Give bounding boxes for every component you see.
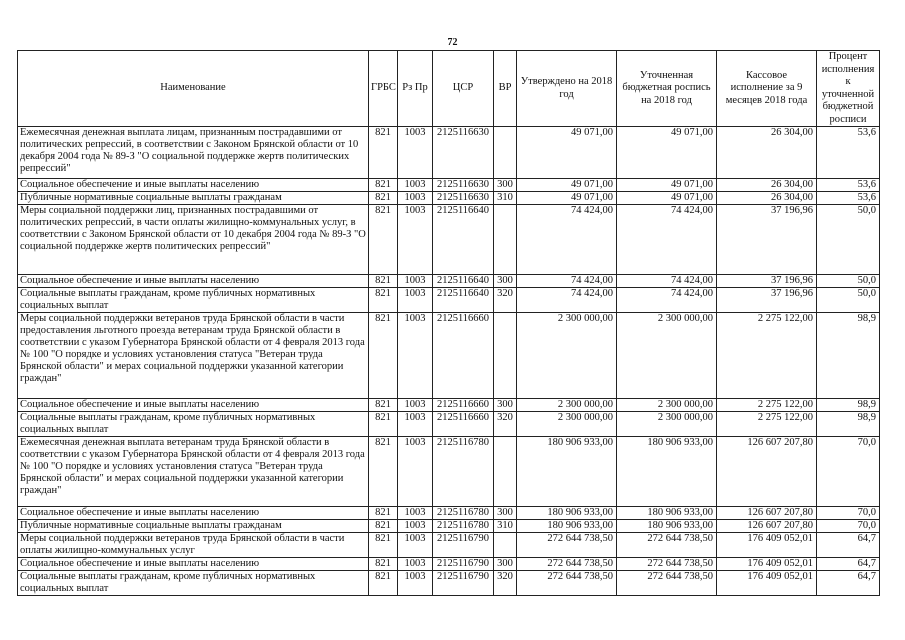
rzpr-cell: 1003 [398, 179, 433, 192]
approved-cell: 74 424,00 [517, 275, 617, 288]
percent-cell: 50,0 [817, 288, 880, 313]
table-row [18, 399, 880, 412]
refined-cell: 180 906 933,00 [617, 520, 717, 533]
executed-cell: 26 304,00 [717, 192, 817, 205]
vr-cell [494, 127, 517, 179]
percent-cell: 70,0 [817, 437, 880, 507]
table-row [18, 437, 880, 507]
refined-cell: 272 644 738,50 [617, 558, 717, 571]
executed-cell: 37 196,96 [717, 288, 817, 313]
rzpr-cell: 1003 [398, 533, 433, 558]
grbs-cell: 821 [369, 507, 398, 520]
budget-table [17, 50, 880, 596]
row-name-cell: Социальное обеспечение и иные выплаты населению [18, 399, 369, 412]
row-name-cell: Социальные выплаты гражданам, кроме публичных нормативных социальных выплат [18, 288, 369, 313]
grbs-cell: 821 [369, 313, 398, 399]
approved-cell: 2 300 000,00 [517, 399, 617, 412]
table-row [18, 179, 880, 192]
vr-cell: 310 [494, 192, 517, 205]
rzpr-cell: 1003 [398, 558, 433, 571]
column-header-refined: Уточненная бюджетная роспись на 2018 год [617, 51, 717, 127]
percent-cell: 50,0 [817, 205, 880, 275]
table-row [18, 520, 880, 533]
rzpr-cell: 1003 [398, 437, 433, 507]
column-header-percent: Процент исполнения к уточненной бюджетной росписи [817, 51, 880, 127]
approved-cell: 2 300 000,00 [517, 412, 617, 437]
approved-cell: 272 644 738,50 [517, 571, 617, 596]
row-name-cell: Социальные выплаты гражданам, кроме публичных нормативных социальных выплат [18, 412, 369, 437]
csr-cell: 2125116790 [433, 571, 494, 596]
approved-cell: 74 424,00 [517, 288, 617, 313]
refined-cell: 74 424,00 [617, 275, 717, 288]
executed-cell: 37 196,96 [717, 275, 817, 288]
percent-cell: 64,7 [817, 558, 880, 571]
approved-cell: 180 906 933,00 [517, 437, 617, 507]
vr-cell [494, 533, 517, 558]
approved-cell: 272 644 738,50 [517, 533, 617, 558]
csr-cell: 2125116630 [433, 127, 494, 179]
vr-cell: 300 [494, 558, 517, 571]
row-name-cell: Социальные выплаты гражданам, кроме публичных нормативных социальных выплат [18, 571, 369, 596]
refined-cell: 2 300 000,00 [617, 399, 717, 412]
executed-cell: 176 409 052,01 [717, 571, 817, 596]
rzpr-cell: 1003 [398, 507, 433, 520]
rzpr-cell: 1003 [398, 313, 433, 399]
csr-cell: 2125116660 [433, 313, 494, 399]
column-header-executed: Кассовое исполнение за 9 месяцев 2018 года [717, 51, 817, 127]
column-header-name: Наименование [18, 51, 369, 127]
approved-cell: 272 644 738,50 [517, 558, 617, 571]
executed-cell: 126 607 207,80 [717, 437, 817, 507]
grbs-cell: 821 [369, 179, 398, 192]
csr-cell: 2125116780 [433, 520, 494, 533]
grbs-cell: 821 [369, 192, 398, 205]
column-header-rzpr: Рз Пр [398, 51, 433, 127]
vr-cell: 310 [494, 520, 517, 533]
table-row [18, 571, 880, 596]
csr-cell: 2125116630 [433, 192, 494, 205]
row-name-cell: Социальное обеспечение и иные выплаты населению [18, 507, 369, 520]
csr-cell: 2125116660 [433, 399, 494, 412]
vr-cell: 320 [494, 288, 517, 313]
rzpr-cell: 1003 [398, 288, 433, 313]
percent-cell: 98,9 [817, 399, 880, 412]
approved-cell: 49 071,00 [517, 179, 617, 192]
percent-cell: 53,6 [817, 127, 880, 179]
grbs-cell: 821 [369, 558, 398, 571]
column-header-csr: ЦСР [433, 51, 494, 127]
approved-cell: 49 071,00 [517, 192, 617, 205]
approved-cell: 49 071,00 [517, 127, 617, 179]
grbs-cell: 821 [369, 437, 398, 507]
approved-cell: 74 424,00 [517, 205, 617, 275]
grbs-cell: 821 [369, 412, 398, 437]
grbs-cell: 821 [369, 127, 398, 179]
percent-cell: 64,7 [817, 571, 880, 596]
table-row [18, 205, 880, 275]
row-name-cell: Публичные нормативные социальные выплаты гражданам [18, 520, 369, 533]
executed-cell: 2 275 122,00 [717, 313, 817, 399]
refined-cell: 49 071,00 [617, 179, 717, 192]
grbs-cell: 821 [369, 399, 398, 412]
executed-cell: 2 275 122,00 [717, 399, 817, 412]
percent-cell: 53,6 [817, 192, 880, 205]
executed-cell: 126 607 207,80 [717, 507, 817, 520]
vr-cell [494, 205, 517, 275]
row-name-cell: Публичные нормативные социальные выплаты гражданам [18, 192, 369, 205]
refined-cell: 74 424,00 [617, 205, 717, 275]
percent-cell: 53,6 [817, 179, 880, 192]
executed-cell: 37 196,96 [717, 205, 817, 275]
percent-cell: 98,9 [817, 412, 880, 437]
refined-cell: 49 071,00 [617, 192, 717, 205]
csr-cell: 2125116660 [433, 412, 494, 437]
table-row [18, 192, 880, 205]
executed-cell: 176 409 052,01 [717, 558, 817, 571]
refined-cell: 180 906 933,00 [617, 507, 717, 520]
row-name-cell: Социальное обеспечение и иные выплаты населению [18, 275, 369, 288]
percent-cell: 70,0 [817, 520, 880, 533]
table-row [18, 127, 880, 179]
vr-cell [494, 313, 517, 399]
rzpr-cell: 1003 [398, 520, 433, 533]
csr-cell: 2125116780 [433, 437, 494, 507]
percent-cell: 64,7 [817, 533, 880, 558]
executed-cell: 176 409 052,01 [717, 533, 817, 558]
table-row [18, 313, 880, 399]
table-row [18, 288, 880, 313]
grbs-cell: 821 [369, 571, 398, 596]
vr-cell: 300 [494, 275, 517, 288]
rzpr-cell: 1003 [398, 412, 433, 437]
rzpr-cell: 1003 [398, 127, 433, 179]
vr-cell [494, 437, 517, 507]
refined-cell: 272 644 738,50 [617, 571, 717, 596]
table-body [18, 127, 880, 596]
percent-cell: 98,9 [817, 313, 880, 399]
rzpr-cell: 1003 [398, 192, 433, 205]
executed-cell: 26 304,00 [717, 127, 817, 179]
csr-cell: 2125116790 [433, 558, 494, 571]
row-name-cell: Меры социальной поддержки ветеранов труда Брянской области в части предоставления льготного проезда ветеранам труда Брянской области в соответствии с указом Губернатора Брянской области от 4 февраля 2013 года № 100 "О порядке и условиях установления статуса "Ветеран труда Брянской области" и мерах социальной поддержки указанной категории граждан" [18, 313, 369, 399]
rzpr-cell: 1003 [398, 275, 433, 288]
table-row [18, 533, 880, 558]
csr-cell: 2125116790 [433, 533, 494, 558]
executed-cell: 26 304,00 [717, 179, 817, 192]
refined-cell: 49 071,00 [617, 127, 717, 179]
rzpr-cell: 1003 [398, 571, 433, 596]
column-header-approved: Утверждено на 2018 год [517, 51, 617, 127]
grbs-cell: 821 [369, 520, 398, 533]
rzpr-cell: 1003 [398, 205, 433, 275]
table-row [18, 507, 880, 520]
percent-cell: 50,0 [817, 275, 880, 288]
row-name-cell: Социальное обеспечение и иные выплаты населению [18, 558, 369, 571]
approved-cell: 180 906 933,00 [517, 520, 617, 533]
csr-cell: 2125116640 [433, 205, 494, 275]
grbs-cell: 821 [369, 275, 398, 288]
grbs-cell: 821 [369, 288, 398, 313]
grbs-cell: 821 [369, 533, 398, 558]
csr-cell: 2125116630 [433, 179, 494, 192]
column-header-grbs: ГРБС [369, 51, 398, 127]
row-name-cell: Ежемесячная денежная выплата лицам, признанным пострадавшими от политических репрессий, в соответствии с Законом Брянской области от 10 декабря 2004 года № 89-З "О социальной поддержке жертв политических репрессий" [18, 127, 369, 179]
vr-cell: 320 [494, 571, 517, 596]
approved-cell: 180 906 933,00 [517, 507, 617, 520]
page-number: 72 [447, 37, 458, 48]
table-row [18, 412, 880, 437]
csr-cell: 2125116780 [433, 507, 494, 520]
executed-cell: 126 607 207,80 [717, 520, 817, 533]
table-row [18, 558, 880, 571]
vr-cell: 300 [494, 179, 517, 192]
vr-cell: 300 [494, 507, 517, 520]
row-name-cell: Меры социальной поддержки лиц, признанных пострадавшими от политических репрессий, в части оплаты жилищно-коммунальных услуг, в соответствии с Законом Брянской области от 10 декабря 2004 года № 89-З "О социальной поддержке жертв политических репрессий" [18, 205, 369, 275]
refined-cell: 74 424,00 [617, 288, 717, 313]
column-header-vr: ВР [494, 51, 517, 127]
vr-cell: 320 [494, 412, 517, 437]
table-row [18, 275, 880, 288]
rzpr-cell: 1003 [398, 399, 433, 412]
approved-cell: 2 300 000,00 [517, 313, 617, 399]
row-name-cell: Социальное обеспечение и иные выплаты населению [18, 179, 369, 192]
refined-cell: 2 300 000,00 [617, 412, 717, 437]
vr-cell: 300 [494, 399, 517, 412]
csr-cell: 2125116640 [433, 288, 494, 313]
csr-cell: 2125116640 [433, 275, 494, 288]
refined-cell: 180 906 933,00 [617, 437, 717, 507]
percent-cell: 70,0 [817, 507, 880, 520]
grbs-cell: 821 [369, 205, 398, 275]
refined-cell: 272 644 738,50 [617, 533, 717, 558]
refined-cell: 2 300 000,00 [617, 313, 717, 399]
table-header-row [18, 51, 880, 127]
row-name-cell: Ежемесячная денежная выплата ветеранам труда Брянской области в соответствии с указом Губернатора Брянской области от 4 февраля 2013 года № 100 "О порядке и условиях установления статуса "Ветеран труда Брянской области" и мерах социальной поддержки указанной категории граждан" [18, 437, 369, 507]
row-name-cell: Меры социальной поддержки ветеранов труда Брянской области в части оплаты жилищно-коммунальных услуг [18, 533, 369, 558]
executed-cell: 2 275 122,00 [717, 412, 817, 437]
